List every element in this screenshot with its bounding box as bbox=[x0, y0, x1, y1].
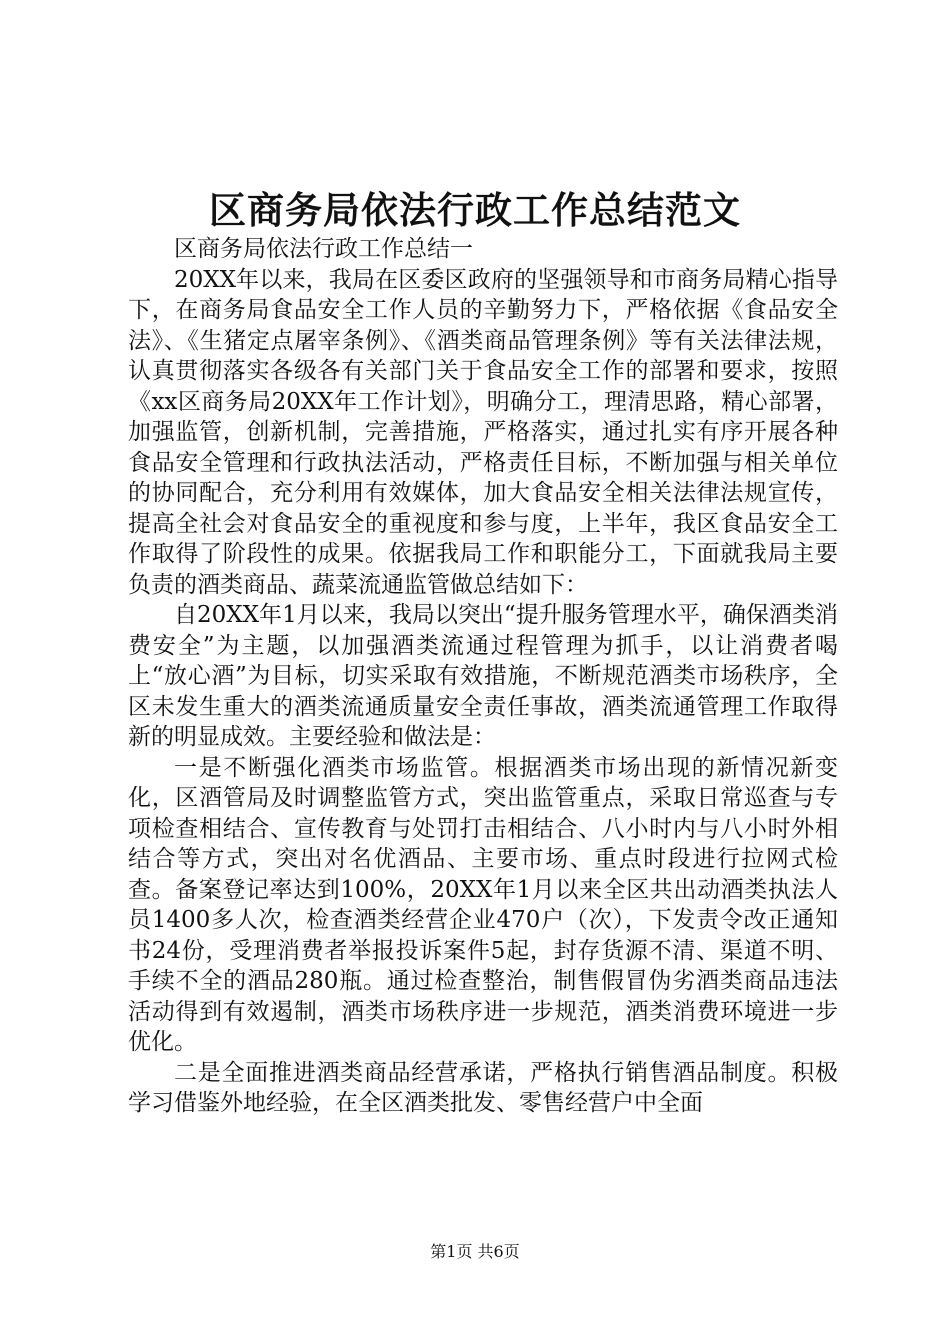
paragraph-market-supervision: 一是不断强化酒类市场监管。根据酒类市场出现的新情况新变化，区酒管局及时调整监管方式，突出监管重点，采取日常巡查与专项检查相结合、宣传教育与处罚打击相结合、八小时内与八小时外相结合等方式，突出对名优酒品、主要市场、重点时段进行拉网式检查。备案登记率达到100%，20XX年1月以来全区共出动酒类执法人员1400多人次，检查酒类经营企业470户（次），下发责令改正通知书24份，受理消费者举报投诉案件5起，封存货源不清、渠道不明、手续不全的酒品280瓶。通过检查整治，制售假冒伪劣酒类商品违法活动得到有效遏制，酒类市场秩序进一步规范，酒类消费环境进一步优化。 bbox=[128, 754, 838, 1055]
section-heading: 区商务局依法行政工作总结一 bbox=[174, 236, 473, 262]
document-title: 区商务局依法行政工作总结范文 bbox=[209, 188, 741, 232]
document-body bbox=[128, 234, 838, 1119]
paragraph-business-commitment: 二是全面推进酒类商品经营承诺，严格执行销售酒品制度。积极学习借鉴外地经验，在全区酒类批发、零售经营户中全面 bbox=[128, 1059, 838, 1116]
page-number-footer: 第1页 共6页 bbox=[430, 1242, 520, 1261]
paragraph-liquor-overview: 自20XX年1月以来，我局以突出“提升服务管理水平，确保酒类消费安全”为主题，以加强酒类流通过程管理为抓手，以让消费者喝上“放心酒”为目标，切实采取有效措施，不断规范酒类市场秩序，全区未发生重大的酒类流通质量安全责任事故，酒类流通管理工作取得新的明显成效。主要经验和做法是： bbox=[128, 602, 838, 750]
paragraph-intro: 20XX年以来，我局在区委区政府的坚强领导和市商务局精心指导下，在商务局食品安全工作人员的辛勤努力下，严格依据《食品安全法》、《生猪定点屠宰条例》、《酒类商品管理条例》等有关法律法规，认真贯彻落实各级各有关部门关于食品安全工作的部署和要求，按照《xx区商务局20XX年工作计划》，明确分工，理清思路，精心部署，加强监管，创新机制，完善措施，严格落实，通过扎实有序开展各种食品安全管理和行政执法活动，严格责任目标，不断加强与相关单位的协同配合，充分利用有效媒体，加大食品安全相关法律法规宣传，提高全社会对食品安全的重视度和参与度，上半年，我区食品安全工作取得了阶段性的成果。依据我局工作和职能分工，下面就我局主要负责的酒类商品、蔬菜流通监管做总结如下： bbox=[128, 266, 838, 598]
